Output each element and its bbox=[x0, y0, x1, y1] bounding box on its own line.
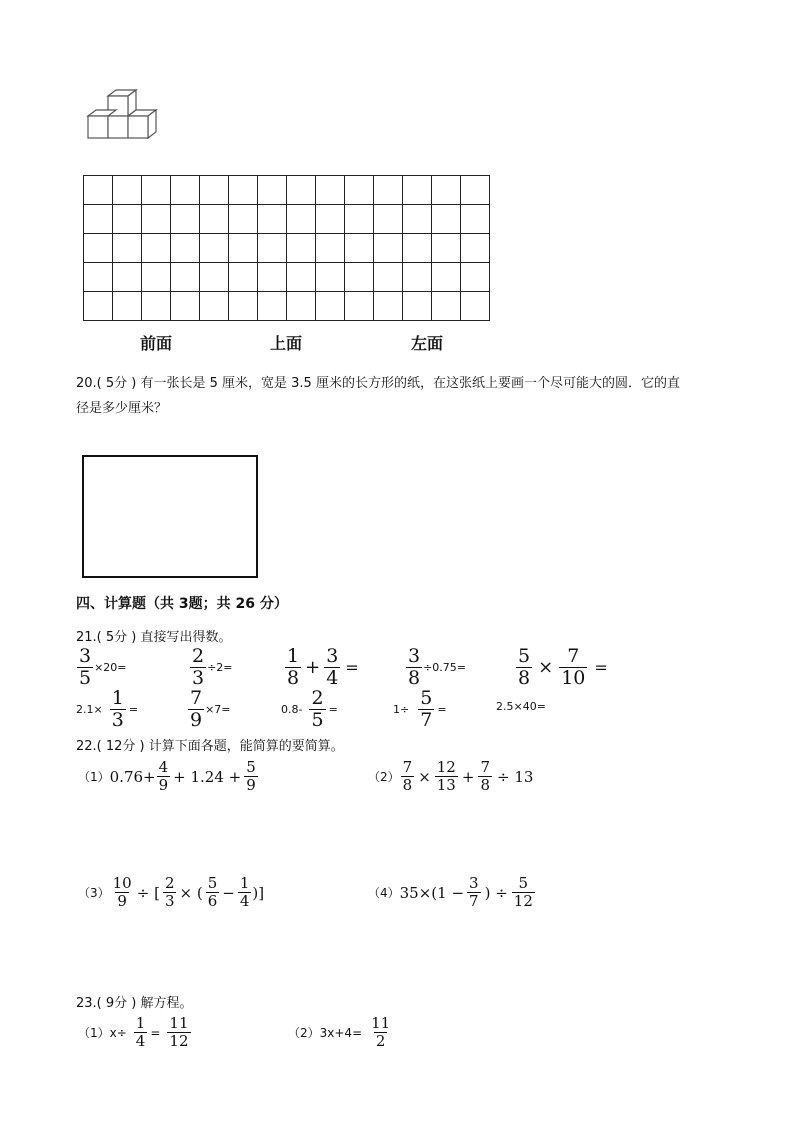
q22-part-2 bbox=[368, 760, 533, 793]
q21-item-1 bbox=[76, 647, 127, 688]
expr-text: ÷0.75= bbox=[423, 661, 467, 674]
q21-item-3 bbox=[284, 647, 359, 688]
expr-text: x÷ bbox=[109, 1025, 127, 1040]
part-label: （3） bbox=[78, 886, 110, 900]
expr-text: 0.76+ bbox=[109, 767, 156, 786]
fraction: $\frac{4}{9}$ bbox=[158, 758, 169, 794]
expr-text: 2.1× bbox=[76, 703, 103, 716]
q22-text: 22.( 12分 ) 计算下面各题，能简算的要简算。 bbox=[76, 739, 344, 754]
fraction: $\frac{2}{3}$ bbox=[192, 645, 205, 689]
q22-part-4 bbox=[368, 876, 536, 909]
equals: = bbox=[594, 658, 608, 677]
expr-text: ×20= bbox=[94, 661, 127, 674]
q20-text-line1: 20.( 5分 ) 有一张长是 5 厘米，宽是 3.5 厘米的长方形的纸，在这张纸上要画一个尽可能大的圆．它的直 bbox=[76, 376, 680, 391]
expr-text: = bbox=[150, 1025, 161, 1040]
expr-text: = bbox=[128, 703, 139, 716]
front-view-label: 前面 bbox=[140, 334, 173, 353]
equals: = bbox=[345, 658, 359, 677]
fraction: $\frac{12}{13}$ bbox=[436, 758, 456, 794]
expr-text: 35×(1 − bbox=[399, 883, 465, 902]
q21-item-10: 2.5×40= bbox=[496, 700, 546, 713]
expr-text: )] bbox=[252, 883, 265, 902]
q20-text-line2: 径是多少厘米？ bbox=[76, 401, 168, 416]
fraction: $\frac{5}{12}$ bbox=[513, 874, 533, 910]
operator: × ( bbox=[179, 883, 203, 902]
expr-text: 3x+4= bbox=[319, 1025, 363, 1040]
operator: + bbox=[461, 767, 475, 786]
part-label: （2） bbox=[368, 770, 400, 784]
fraction: $\frac{3}{7}$ bbox=[469, 874, 479, 910]
q21-item-7 bbox=[187, 689, 231, 730]
fraction: $\frac{2}{5}$ bbox=[311, 687, 324, 731]
q21-item-5 bbox=[515, 647, 608, 688]
q21-item-2 bbox=[189, 647, 233, 688]
q21-item-8 bbox=[281, 689, 338, 730]
operator: + bbox=[305, 657, 321, 678]
q22-part-3 bbox=[78, 876, 264, 909]
fraction: $\frac{5}{7}$ bbox=[420, 687, 433, 731]
expr-text: 0.8- bbox=[281, 703, 303, 716]
fraction: $\frac{1}{4}$ bbox=[239, 874, 250, 910]
expr-text: = bbox=[328, 703, 338, 716]
expr-text: ) ÷ bbox=[484, 883, 508, 902]
operator: × bbox=[418, 767, 431, 786]
fraction: $\frac{3}{8}$ bbox=[408, 645, 421, 689]
operator: ÷ [ bbox=[136, 883, 160, 902]
fraction: $\frac{7}{8}$ bbox=[480, 758, 490, 794]
fraction: $\frac{1}{8}$ bbox=[287, 645, 300, 689]
section-title: 四、计算题（共 3题；共 26 分） bbox=[76, 596, 288, 612]
fraction: $\frac{10}{9}$ bbox=[112, 874, 132, 910]
cube-stack-figure bbox=[84, 86, 162, 148]
operator: − bbox=[222, 883, 235, 902]
expr-text: 1÷ bbox=[393, 703, 410, 716]
fraction: $\frac{7}{10}$ bbox=[561, 645, 586, 689]
q23-part-2 bbox=[288, 1016, 393, 1049]
top-view-label: 上面 bbox=[270, 334, 303, 353]
q21-item-9 bbox=[393, 689, 447, 730]
q21-text: 21.( 5分 ) 直接写出得数。 bbox=[76, 630, 232, 645]
q23-part-1 bbox=[78, 1016, 192, 1049]
fraction: $\frac{11}{2}$ bbox=[371, 1014, 391, 1050]
part-label: （4） bbox=[368, 886, 400, 900]
expr-text: ÷ 13 bbox=[496, 767, 534, 786]
part-label: （2） bbox=[288, 1026, 320, 1040]
fraction: $\frac{2}{3}$ bbox=[164, 874, 175, 910]
fraction: $\frac{7}{8}$ bbox=[402, 758, 413, 794]
fraction: $\frac{5}{9}$ bbox=[246, 758, 256, 794]
fraction: $\frac{11}{12}$ bbox=[169, 1014, 189, 1050]
fraction: $\frac{1}{3}$ bbox=[111, 687, 124, 731]
left-view-label: 左面 bbox=[411, 334, 444, 353]
operator: × bbox=[538, 657, 554, 678]
q21-item-6 bbox=[76, 689, 138, 730]
drawing-grid[interactable] bbox=[83, 175, 493, 323]
expr-text: ÷2= bbox=[207, 661, 233, 674]
part-label: （1） bbox=[78, 1026, 110, 1040]
fraction: $\frac{7}{9}$ bbox=[190, 687, 203, 731]
q21-item-4 bbox=[405, 647, 466, 688]
q22-part-1 bbox=[78, 760, 259, 793]
part-label: （1） bbox=[78, 770, 110, 784]
fraction: $\frac{5}{6}$ bbox=[207, 874, 218, 910]
q23-text: 23.( 9分 ) 解方程。 bbox=[76, 996, 193, 1011]
expr-text: ×7= bbox=[205, 703, 231, 716]
expr-text: + 1.24 + bbox=[173, 767, 242, 786]
fraction: $\frac{3}{5}$ bbox=[79, 645, 92, 689]
expr-text: = bbox=[437, 703, 447, 716]
fraction: $\frac{3}{4}$ bbox=[326, 645, 339, 689]
fraction: $\frac{1}{4}$ bbox=[135, 1014, 146, 1050]
fraction: $\frac{5}{8}$ bbox=[518, 645, 531, 689]
paper-rectangle bbox=[82, 455, 258, 578]
